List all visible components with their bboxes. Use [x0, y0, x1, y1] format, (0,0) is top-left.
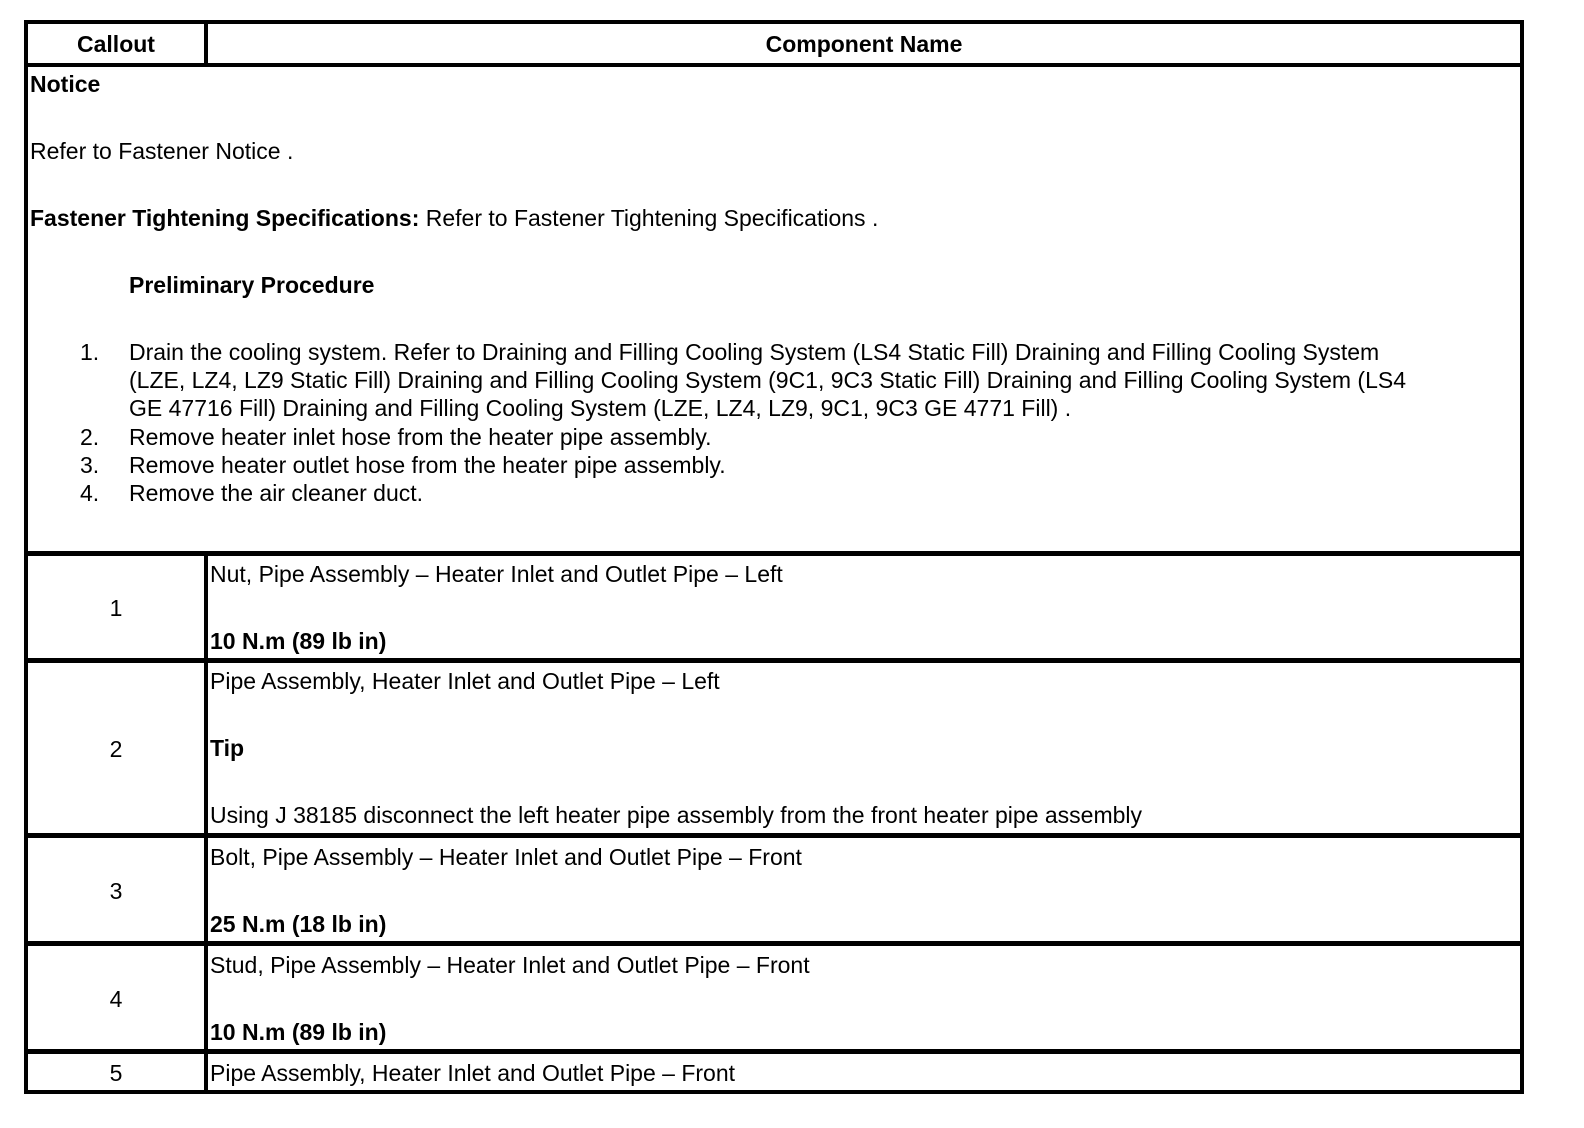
torque-spec: 10 N.m (89 lb in): [210, 1019, 387, 1045]
tip-text: Using J 38185 disconnect the left heater pipe assembly from the front heater pipe assembly: [210, 802, 1143, 828]
row-divider: [28, 1049, 1520, 1054]
components-table: [24, 20, 1524, 1094]
callout-number: 4: [109, 986, 123, 1012]
step-text: GE 47716 Fill) Draining and Filling Cooling System (LZE, LZ4, LZ9, 9C1, 9C3 GE 4771 Fill) .: [129, 395, 1072, 421]
fastener-spec-text: Refer to Fastener Tightening Specifications .: [419, 205, 879, 231]
step-text: Remove heater outlet hose from the heater pipe assembly.: [129, 452, 726, 478]
component-name: Nut, Pipe Assembly – Heater Inlet and Outlet Pipe – Left: [210, 561, 783, 587]
torque-spec: 25 N.m (18 lb in): [210, 911, 387, 937]
header-divider: [28, 63, 1520, 67]
column-header-component-name: Component Name: [765, 31, 963, 57]
callout-number: 5: [109, 1060, 123, 1086]
step-number: 3.: [80, 452, 100, 478]
fastener-spec-line: [30, 204, 878, 232]
row-divider: [28, 658, 1520, 663]
component-name: Stud, Pipe Assembly – Heater Inlet and Outlet Pipe – Front: [210, 952, 810, 978]
tip-label: Tip: [210, 735, 245, 761]
step-text: (LZE, LZ4, LZ9 Static Fill) Draining and Filling Cooling System (9C1, 9C3 Static Fill) Draining and Filling Cooling System (LS4: [129, 367, 1406, 393]
callout-number: 1: [109, 595, 123, 621]
column-divider: [204, 946, 208, 1052]
column-divider: [204, 1054, 208, 1094]
component-name: Pipe Assembly, Heater Inlet and Outlet Pipe – Front: [210, 1060, 736, 1086]
column-header-callout: Callout: [77, 31, 155, 57]
row-divider: [28, 551, 1520, 556]
component-name: Pipe Assembly, Heater Inlet and Outlet Pipe – Left: [210, 668, 720, 694]
preliminary-procedure-title: Preliminary Procedure: [129, 272, 375, 298]
torque-spec: 10 N.m (89 lb in): [210, 628, 387, 654]
component-name: Bolt, Pipe Assembly – Heater Inlet and Outlet Pipe – Front: [210, 844, 802, 870]
step-number: 4.: [80, 480, 100, 506]
callout-number: 3: [109, 878, 123, 904]
column-divider: [204, 663, 208, 836]
step-text: Drain the cooling system. Refer to Draining and Filling Cooling System (LS4 Static Fill) Draining and Filling Cooling System: [129, 339, 1380, 365]
fastener-notice-reference: Refer to Fastener Notice .: [30, 138, 294, 164]
step-text: Remove heater inlet hose from the heater pipe assembly.: [129, 424, 712, 450]
step-text: Remove the air cleaner duct.: [129, 480, 424, 506]
notice-title: Notice: [30, 71, 101, 97]
step-number: 2.: [80, 424, 100, 450]
callout-number: 2: [109, 736, 123, 762]
row-divider: [28, 941, 1520, 946]
row-divider: [28, 833, 1520, 838]
column-divider: [204, 556, 208, 661]
fastener-spec-label: Fastener Tightening Specifications:: [30, 205, 420, 231]
step-number: 1.: [80, 339, 100, 365]
column-divider: [204, 838, 208, 944]
